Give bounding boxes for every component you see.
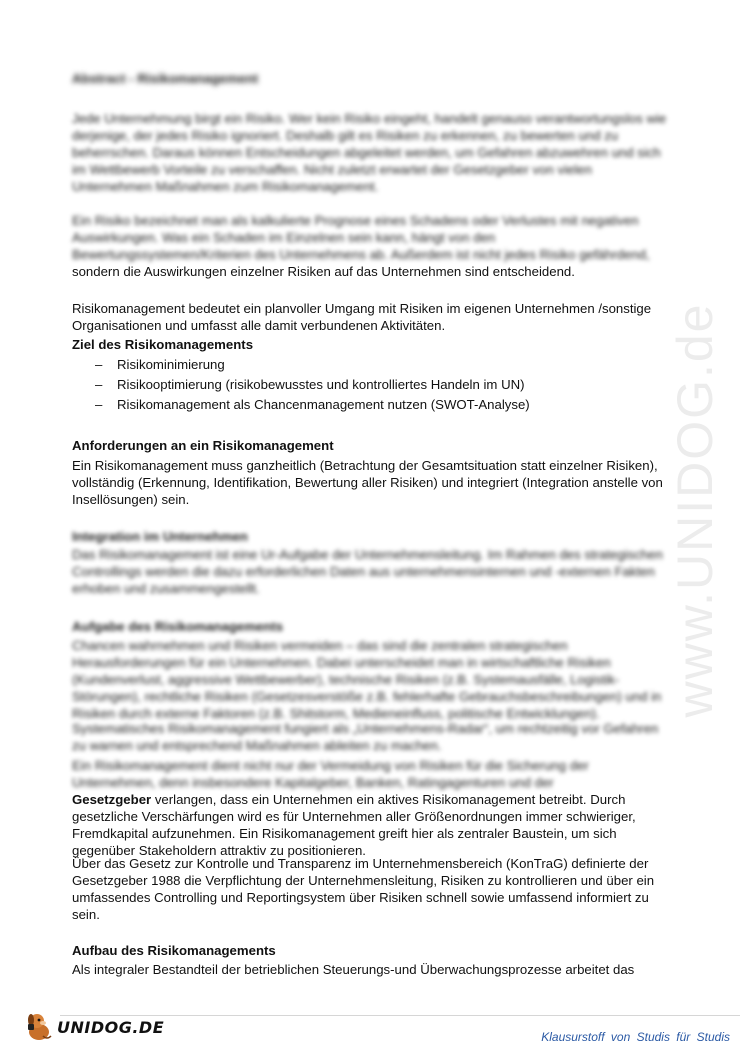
integration-heading: Integration im Unternehmen	[72, 529, 248, 544]
intro-paragraph: Jede Unternehmung birgt ein Risiko. Wer kein Risiko eingeht, handelt genauso verantwortungslos wie derjenige, der jedes Risiko ignoriert. Deshalb gilt es Risiken zu erkennen, zu bewerten und zu beherrschen. Daraus können Entscheidungen abgeleitet werden, um Gefahren abzuwehren und sich im Wettbewerb Vorteile zu verschaffen. Nicht zuletzt erwartet der Gesetzgeber von vielen Unternehmen Maßnahmen zum Risikomanagement.	[72, 111, 667, 194]
watermark: www.UNIDOG.de	[667, 302, 723, 718]
list-item: – Risikominimierung	[95, 357, 225, 372]
list-item: – Risikomanagement als Chancenmanagement nutzen (SWOT-Analyse)	[95, 397, 530, 412]
aufgabe-paragraph-3-blurred: Ein Risikomanagement dient nicht nur der Vermeidung von Risiken für die Sicherung der Unternehmen, denn insbesondere Kapitalgeber, Banken, Ratingagenturen und der	[72, 758, 589, 790]
risk-definition-blurred: Ein Risiko bezeichnet man als kalkulierte Prognose eines Schadens oder Verlustes mit negativen Auswirkungen. Was ein Schaden im Einzelnen sein kann, hängt von den Bewertungssystemen/Kriterien des Unternehmens ab. Außerdem ist nicht jedes Risiko gefährdend,	[72, 213, 650, 262]
aufgabe-heading: Aufgabe des Risikomanagements	[72, 619, 284, 634]
document-title: Abstract - Risikomanagement	[72, 71, 259, 86]
unidog-logo	[25, 1012, 164, 1042]
anforderungen-heading: Anforderungen an ein Risikomanagement	[72, 438, 334, 453]
kontrag-paragraph: Über das Gesetz zur Kontrolle und Transparenz im Unternehmensbereich (KonTraG) definierte der Gesetzgeber 1988 die Verpflichtung der Unternehmensleitung, Risiken zu kontrollieren und über ein umfassendes Controlling und Reportingsystem über Risiken schnell sowie umfassend informiert zu sein.	[72, 856, 655, 922]
risk-definition-clear: sondern die Auswirkungen einzelner Risiken auf das Unternehmen sind entscheidend.	[72, 264, 575, 279]
aufgabe-paragraph-2: Systematisches Risikomanagement fungiert als „Unternehmens-Radar“, um rechtzeitig vor Gefahren zu warnen und entsprechend Maßnahmen ableiten zu machen.	[72, 721, 659, 753]
aufgabe-paragraph-3	[72, 757, 672, 859]
ziel-heading: Ziel des Risikomanagements	[72, 337, 254, 352]
logo-text: UNIDOG.DE	[57, 1017, 165, 1037]
aufbau-heading: Aufbau des Risikomanagements	[72, 943, 276, 958]
risk-definition-paragraph	[72, 212, 672, 280]
list-item: – Risikooptimierung (risikobewusstes und kontrolliertes Handeln im UN)	[95, 377, 525, 392]
aufgabe-paragraph-1: Chancen wahrnehmen und Risiken vermeiden – das sind die zentralen strategischen Herausforderungen für ein Unternehmen. Dabei unterscheidet man in wirtschaftliche Risiken (Kundenverlust, aggressive Wettbewerber), technische Risiken (z.B. Systemausfälle, Logistik-Störungen), rechtliche Risiken (Gesetzesverstöße z.B. fehlerhafte Gebrauchsbeschreibungen) und in Risiken durch externe Faktoren (z.B. Shitstorm, Medieneinfluss, politische Entwicklungen).	[72, 638, 662, 721]
footer-slogan: Klausurstoff von Studis für Studis	[541, 1030, 730, 1044]
rm-definition-paragraph: Risikomanagement bedeutet ein planvoller Umgang mit Risiken im eigenen Unternehmen /sonstige Organisationen und umfasst alle damit verbundenen Aktivitäten.	[72, 301, 652, 333]
dog-icon	[25, 1012, 53, 1042]
integration-paragraph: Das Risikomanagement ist eine Ur-Aufgabe der Unternehmensleitung. Im Rahmen des strategischen Controllings werden die dazu erforderlichen Daten aus unternehmensinternen und -externen Fakten erhoben und zusammengestellt.	[72, 547, 663, 596]
anforderungen-paragraph: Ein Risikomanagement muss ganzheitlich (Betrachtung der Gesamtsituation statt einzelner Risiken), vollständig (Erkennung, Identifikation, Bewertung aller Risiken) und integriert (Integration anstelle von Insellösungen) sein.	[72, 458, 663, 507]
aufgabe-paragraph-3-clear: Gesetzgeber verlangen, dass ein Unternehmen ein aktives Risikomanagement betreibt. Durch gesetzliche Verschärfungen wird es für Unternehmen aller Größenordnungen immer schwieriger, Fremdkapital aufzunehmen. Ein Risikomanagement greift hier als zentraler Baustein, um sich gegenüber Stakeholdern attraktiv zu positionieren.	[72, 792, 636, 858]
aufbau-paragraph: Als integraler Bestandteil der betrieblichen Steuerungs-und Überwachungsprozesse arbeitet das	[72, 962, 635, 977]
ziel-list	[95, 355, 530, 415]
